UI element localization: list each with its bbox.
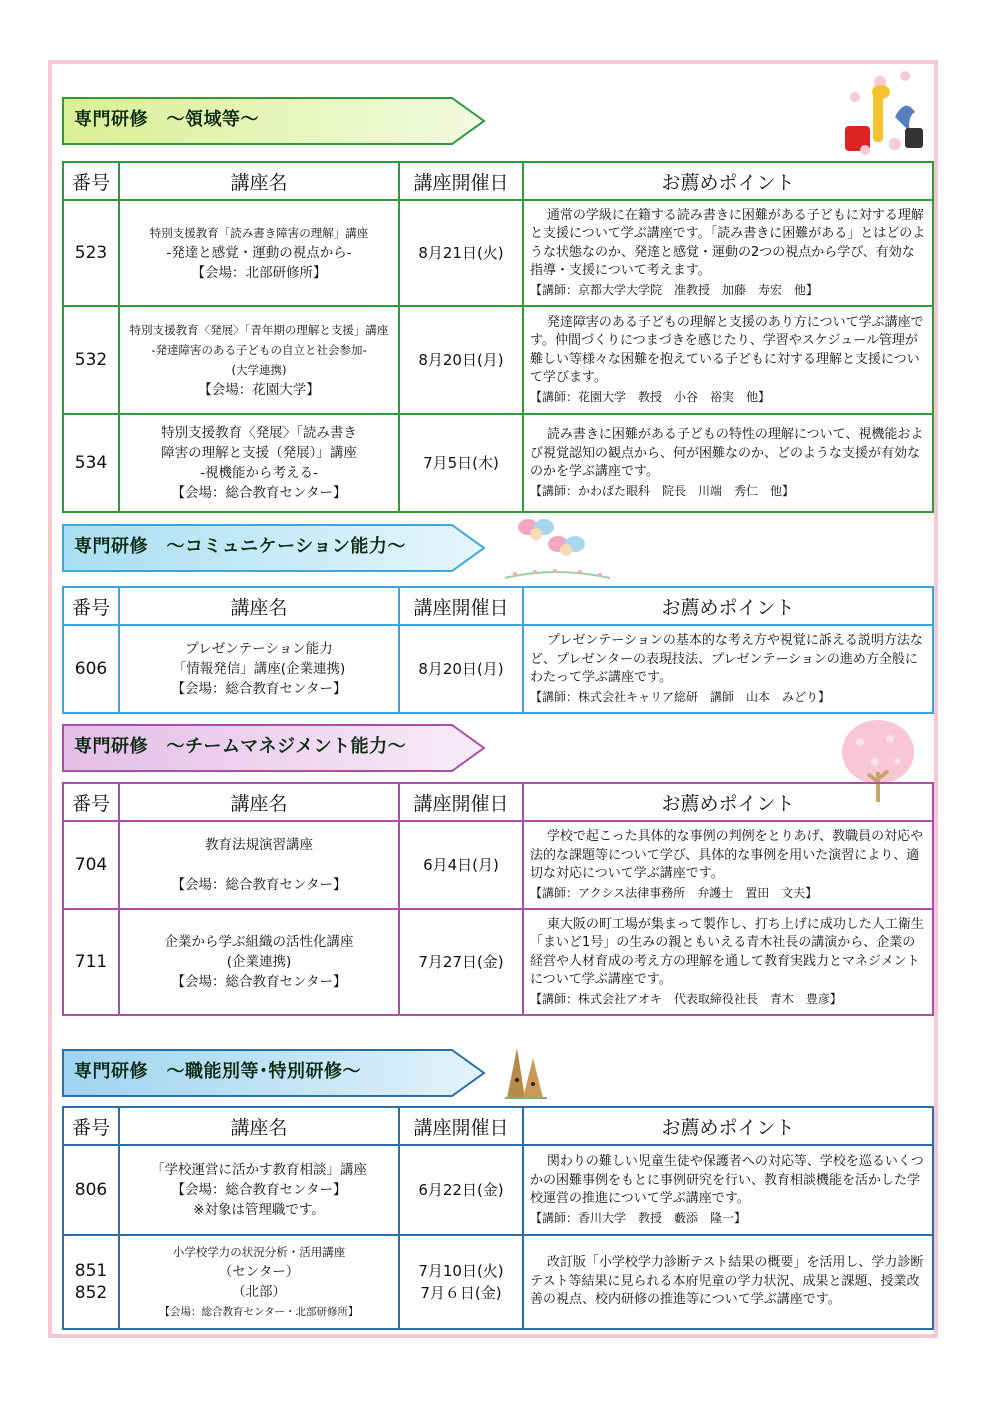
course-name: 教育法規演習講座 【会場：総合教育センター】 [119, 821, 399, 909]
course-number: 704 [63, 821, 119, 909]
section-banner-communication [62, 524, 487, 572]
lecturer: 【講師：京都大学大学院 准教授 加藤 寿宏 他】 [530, 282, 819, 297]
table-row [63, 200, 933, 306]
table-row [63, 414, 933, 512]
header-date: 講座開催日 [399, 783, 523, 821]
lecturer: 【講師：花園大学 教授 小谷 裕実 他】 [530, 389, 771, 404]
course-point: プレゼンテーションの基本的な考え方や視覚に訴える説明方法など、プレゼンターの表現技法、プレゼンテーションの進め方全般にわたって学ぶ講座です。 【講師：株式会社キャリア総研 講師 山本 みどり】 [523, 625, 933, 713]
lecturer: 【講師：かわばた眼科 院長 川端 秀仁 他】 [530, 483, 795, 498]
course-name: 特別支援教育〈発展〉「青年期の理解と支援」講座 -発達障害のある子どもの自立と社会参加- (大学連携) 【会場：花園大学】 [119, 306, 399, 414]
header-course-name: 講座名 [119, 1107, 399, 1145]
lecturer: 【講師：香川大学 教授 藪添 隆一】 [530, 1210, 747, 1225]
course-date: 7月27日(金) [399, 909, 523, 1015]
section-title: 専門研修 ～職能別等･特別研修～ [74, 1061, 361, 1082]
course-date: 8月20日(月) [399, 306, 523, 414]
course-point: 学校で起こった具体的な事例の判例をとりあげ、教職員の対応や法的な課題等について学び、具体的な事例を用いた演習により、適切な対応について学ぶ講座です。 【講師：アクシス法律事務所 弁護士 置田 文夫】 [523, 821, 933, 909]
butterflies-illustration-icon [500, 512, 615, 584]
table-row [63, 1145, 933, 1235]
course-table-team-management [62, 782, 934, 1016]
course-date: 8月20日(月) [399, 625, 523, 713]
course-number: 523 [63, 200, 119, 306]
table-row [63, 1235, 933, 1329]
header-point: お薦めポイント [523, 783, 933, 821]
table-row [63, 306, 933, 414]
course-number: 851 852 [63, 1235, 119, 1329]
course-number: 806 [63, 1145, 119, 1235]
lecturer: 【講師：株式会社キャリア総研 講師 山本 みどり】 [530, 689, 831, 704]
header-point: お薦めポイント [523, 587, 933, 625]
section-title: 専門研修 ～コミュニケーション能力～ [74, 536, 406, 557]
lecturer: 【講師：株式会社アオキ 代表取締役社長 青木 豊彦】 [530, 991, 842, 1006]
section-banner-domain [62, 97, 487, 145]
course-date: 7月5日(木) [399, 414, 523, 512]
section-banner-team-management [62, 724, 487, 772]
table-header-row [63, 1107, 933, 1145]
table-header-row [63, 783, 933, 821]
header-course-name: 講座名 [119, 783, 399, 821]
header-date: 講座開催日 [399, 587, 523, 625]
course-table-special [62, 1106, 934, 1330]
header-date: 講座開催日 [399, 1107, 523, 1145]
course-number: 606 [63, 625, 119, 713]
course-date: 6月22日(金) [399, 1145, 523, 1235]
course-date: 7月10日(火) 7月６日(金) [399, 1235, 523, 1329]
course-name: 企業から学ぶ組織の活性化講座 (企業連携) 【会場：総合教育センター】 [119, 909, 399, 1015]
header-course-name: 講座名 [119, 587, 399, 625]
giraffe-illustration-icon [835, 62, 930, 157]
table-header-row [63, 587, 933, 625]
header-num: 番号 [63, 1107, 119, 1145]
course-number: 532 [63, 306, 119, 414]
course-table-domain [62, 161, 934, 513]
table-header-row [63, 162, 933, 200]
table-row [63, 909, 933, 1015]
course-name: 特別支援教育「読み書き障害の理解」講座 -発達と感覚・運動の視点から- 【会場：北部研修所】 [119, 200, 399, 306]
course-name: 「学校運営に活かす教育相談」講座 【会場：総合教育センター】 ※対象は管理職です。 [119, 1145, 399, 1235]
header-num: 番号 [63, 783, 119, 821]
course-point: 読み書きに困難がある子どもの特性の理解について、視機能および視覚認知の観点から、何が困難なのか、どのような支援が有効なのかを学ぶ講座です。 【講師：かわばた眼科 院長 川端 秀仁 他】 [523, 414, 933, 512]
course-point: 通常の学級に在籍する読み書きに困難がある子どもに対する理解と支援について学ぶ講座です。「読み書きに困難がある」とはどのような状態なのか、発達と感覚・運動の2つの視点から学び、有効な指導・支援について考えます。 【講師：京都大学大学院 准教授 加藤 寿宏 他】 [523, 200, 933, 306]
header-course-name: 講座名 [119, 162, 399, 200]
course-number: 711 [63, 909, 119, 1015]
course-point: 東大阪の町工場が集まって製作し、打ち上げに成功した人工衛生「まいど1号」の生みの親ともいえる青木社長の講演から、企業の経営や人材育成の考え方の理解を通して教育実践力とマネジメントについて学ぶ講座です。 【講師：株式会社アオキ 代表取締役社長 青木 豊彦】 [523, 909, 933, 1015]
course-table-communication [62, 586, 934, 714]
header-date: 講座開催日 [399, 162, 523, 200]
course-name: 特別支援教育〈発展〉「読み書き 障害の理解と支援（発展）」講座 -視機能から考える- 【会場：総合教育センター】 [119, 414, 399, 512]
table-row [63, 821, 933, 909]
section-banner-special [62, 1049, 487, 1097]
course-point: 発達障害のある子どもの理解と支援のあり方について学ぶ講座です。仲間づくりにつまづきを感じたり、学習やスケジュール管理が難しい等様々な困難を抱えている子どもに対する理解と支援について学びます。 【講師：花園大学 教授 小谷 裕実 他】 [523, 306, 933, 414]
course-name: 小学校学力の状況分析・活用講座 （センター） （北部） 【会場：総合教育センター・北部研修所】 [119, 1235, 399, 1329]
course-point: 関わりの難しい児童生徒や保護者への対応等、学校を巡るいくつかの困難事例をもとに事例研究を行い、教育相談機能を活かした学校運営の推進について学ぶ講座です。 【講師：香川大学 教授 藪添 隆一】 [523, 1145, 933, 1235]
course-date: 8月21日(火) [399, 200, 523, 306]
header-num: 番号 [63, 587, 119, 625]
course-name: プレゼンテーション能力 「情報発信」講座(企業連携) 【会場：総合教育センター】 [119, 625, 399, 713]
course-date: 6月4日(月) [399, 821, 523, 909]
bamboo-shoot-illustration-icon [495, 1040, 555, 1102]
header-num: 番号 [63, 162, 119, 200]
table-row [63, 625, 933, 713]
course-point: 改訂版「小学校学力診断テスト結果の概要」を活用し、学力診断テスト等結果に見られる本府児童の学力状況、成果と課題、授業改善の視点、校内研修の推進等について学ぶ講座です。 [523, 1235, 933, 1329]
header-point: お薦めポイント [523, 1107, 933, 1145]
header-point: お薦めポイント [523, 162, 933, 200]
section-title: 専門研修 ～チームマネジメント能力～ [74, 736, 407, 757]
course-number: 534 [63, 414, 119, 512]
lecturer: 【講師：アクシス法律事務所 弁護士 置田 文夫】 [530, 885, 818, 900]
section-title: 専門研修 ～領域等～ [74, 109, 259, 130]
